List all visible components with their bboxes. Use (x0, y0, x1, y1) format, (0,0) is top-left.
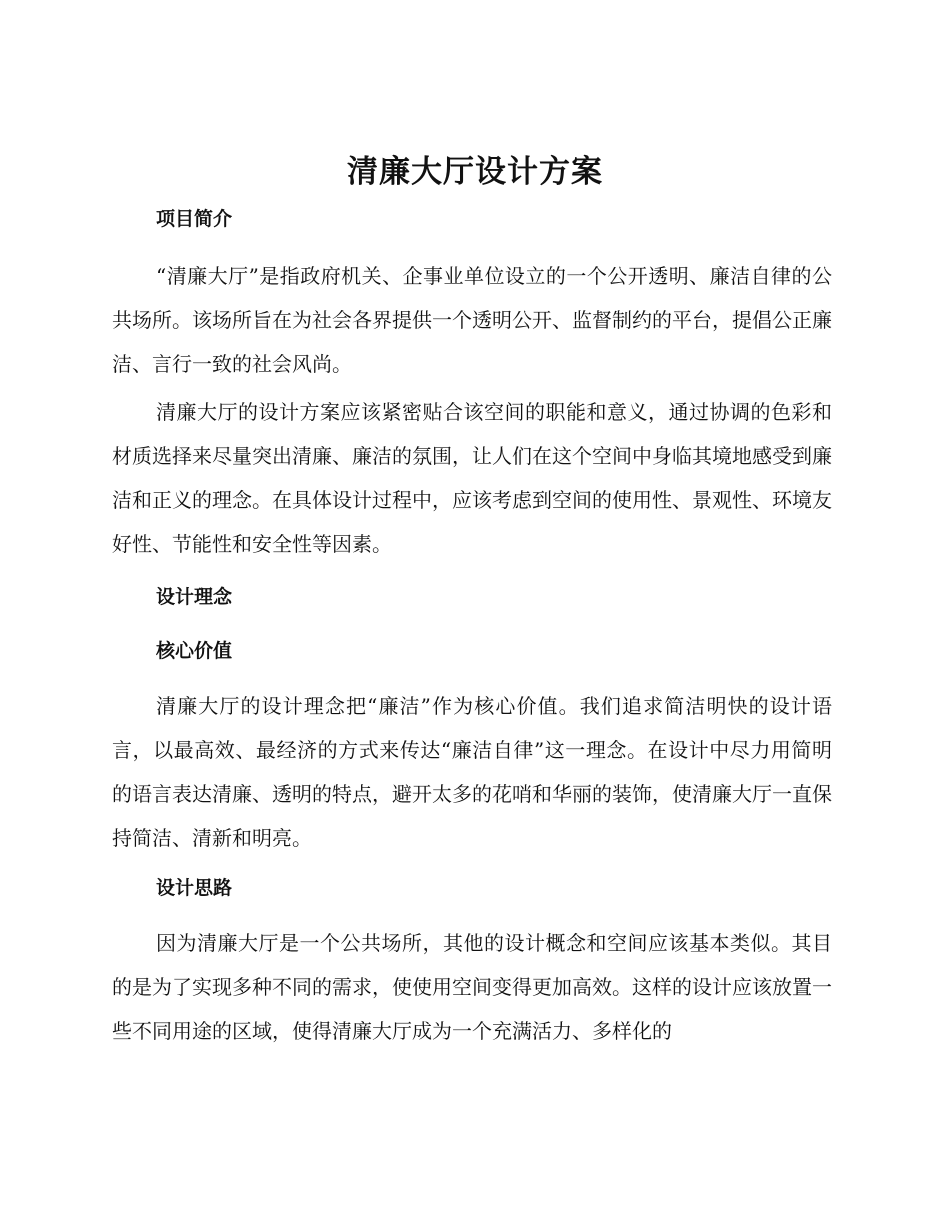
section-heading-project-intro: 项目简介 (156, 208, 233, 230)
paragraph-project-intro-1: “清廉大厅”是指政府机关、企事业单位设立的一个公开透明、廉洁自律的公共场所。该场所旨在为社会各界提供一个透明公开、监督制约的平台，提倡公正廉洁、言行一致的社会风尚。 (112, 264, 832, 376)
paragraph-project-intro-2: 清廉大厅的设计方案应该紧密贴合该空间的职能和意义，通过协调的色彩和材质选择来尽量突出清廉、廉洁的氛围，让人们在这个空间中身临其境地感受到廉洁和正义的理念。在具体设计过程中，应该考虑到空间的使用性、景观性、环境友好性、节能性和安全性等因素。 (112, 400, 832, 556)
section-heading-core-value: 核心价值 (156, 640, 233, 662)
document-title: 清廉大厅设计方案 (347, 154, 603, 190)
section-heading-design-concept: 设计理念 (156, 586, 233, 608)
paragraph-design-approach: 因为清廉大厅是一个公共场所，其他的设计概念和空间应该基本类似。其目的是为了实现多种不同的需求，使使用空间变得更加高效。这样的设计应该放置一些不同用途的区域，使得清廉大厅成为一个充满活力、多样化的 (112, 931, 832, 1043)
paragraph-core-value: 清廉大厅的设计理念把“廉洁”作为核心价值。我们追求简洁明快的设计语言，以最高效、最经济的方式来传达“廉洁自律”这一理念。在设计中尽力用简明的语言表达清廉、透明的特点，避开太多的花哨和华丽的装饰，使清廉大厅一直保持简洁、清新和明亮。 (112, 694, 832, 850)
section-heading-design-approach: 设计思路 (156, 877, 233, 899)
